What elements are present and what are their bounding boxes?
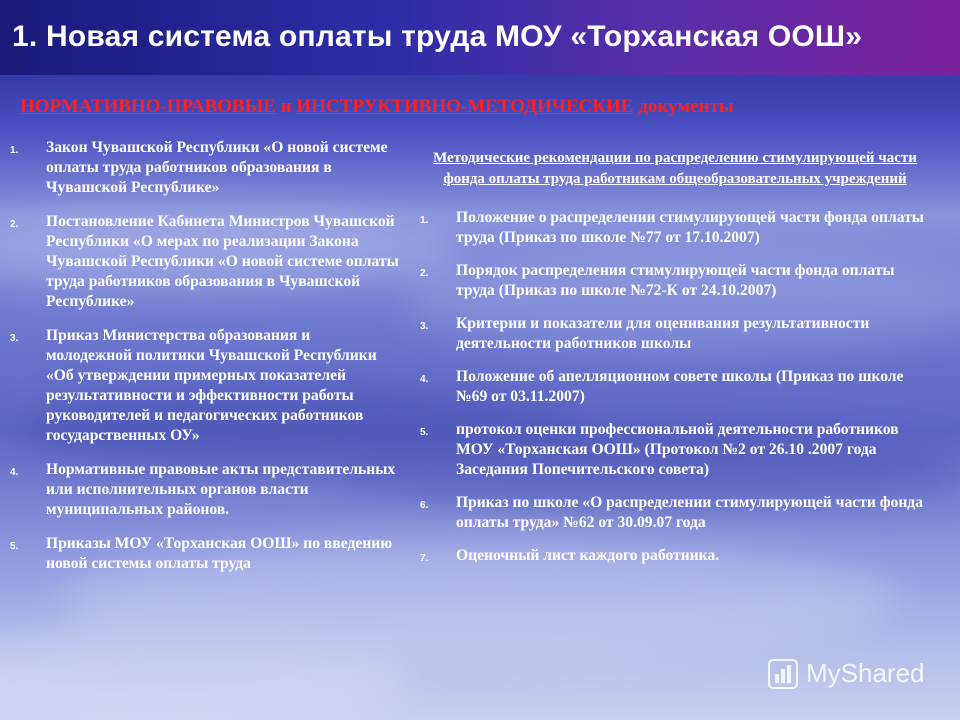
list-item-text: Порядок распределения стимулирующей части фонда оплаты труда (Приказ по школе №72-К от 24.10.2007) xyxy=(456,262,895,299)
myshared-logo-icon xyxy=(768,659,798,689)
list-item-number: 5. xyxy=(420,427,429,438)
subtitle-part-instructive: ИНСТРУКТИВНО-МЕТОДИЧЕСКИЕ xyxy=(296,96,634,117)
list-item-text: Оценочный лист каждого работника. xyxy=(456,547,720,564)
section-subtitle xyxy=(20,96,734,118)
list-item xyxy=(10,138,400,198)
list-item-text: Критерии и показатели для оценивания результативности деятельности работников школы xyxy=(456,315,870,352)
list-item xyxy=(420,493,930,533)
list-item xyxy=(10,460,400,520)
myshared-watermark[interactable] xyxy=(768,658,925,689)
list-item-text: Приказ Министерства образования и молодежной политики Чувашской Республики «Об утверждении примерных показателей результативности и эффективности работы руководителей и педагогических работников государственных ОУ» xyxy=(46,327,377,444)
methodical-heading: Методические рекомендации по распределению стимулирующей части фонда оплаты труда работникам общеобразовательных учреждений xyxy=(433,150,917,187)
methodical-documents-list xyxy=(420,148,930,582)
title-bar xyxy=(0,0,960,75)
page-title: 1. Новая система оплаты труда МОУ «Торханская ООШ» xyxy=(12,20,863,53)
list-item-number: 6. xyxy=(420,500,429,511)
list-item-number: 5. xyxy=(10,541,19,552)
list-item xyxy=(10,326,400,446)
list-item-text: Постановление Кабинета Министров Чувашской Республики «О мерах по реализации Закона Чувашской Республики «О новой системе оплаты труда работников образования в Чувашской Республике» xyxy=(46,213,399,310)
list-item-text: Положение об апелляционном совете школы (Приказ по школе №69 от 03.11.2007) xyxy=(456,368,904,405)
list-item xyxy=(420,367,930,407)
list-item xyxy=(420,261,930,301)
list-item-number: 1. xyxy=(10,145,19,156)
list-item-text: Нормативные правовые акты представительных или исполнительных органов власти муниципальных районов. xyxy=(46,461,396,518)
list-item xyxy=(420,546,930,569)
list-item-text: протокол оценки профессиональной деятельности работников МОУ «Торханская ООШ» (Протокол №2 от 26.10 .2007 года Заседания Попечительского совета) xyxy=(456,421,899,478)
list-item-number: 4. xyxy=(420,374,429,385)
list-item xyxy=(420,208,930,248)
list-item-text: Положение о распределении стимулирующей части фонда оплаты труда (Приказ по школе №77 от 17.10.2007) xyxy=(456,209,924,246)
list-item-text: Закон Чувашской Республики «О новой системе оплаты труда работников образования в Чувашской Республике» xyxy=(46,139,388,196)
subtitle-and: и xyxy=(275,96,297,117)
list-item-number: 7. xyxy=(420,553,429,564)
watermark-text: MyShared xyxy=(806,658,925,688)
list-item xyxy=(420,420,930,480)
normative-documents-list xyxy=(10,138,400,588)
list-item-text: Приказ по школе «О распределении стимулирующей части фонда оплаты труда» №62 от 30.09.07 года xyxy=(456,494,923,531)
list-item xyxy=(420,314,930,354)
list-item-number: 3. xyxy=(420,321,429,332)
list-item-text: Приказы МОУ «Торханская ООШ» по введению новой системы оплаты труда xyxy=(46,535,393,572)
list-item-number: 4. xyxy=(10,467,19,478)
list-item-number: 3. xyxy=(10,333,19,344)
list-item-number: 2. xyxy=(420,268,429,279)
list-item-number: 1. xyxy=(420,215,429,226)
list-item xyxy=(10,212,400,312)
subtitle-rest: документы xyxy=(633,96,734,117)
list-item xyxy=(10,534,400,574)
list-item-number: 2. xyxy=(10,219,19,230)
subtitle-part-normative: НОРМАТИВНО-ПРАВОВЫЕ xyxy=(20,96,276,117)
